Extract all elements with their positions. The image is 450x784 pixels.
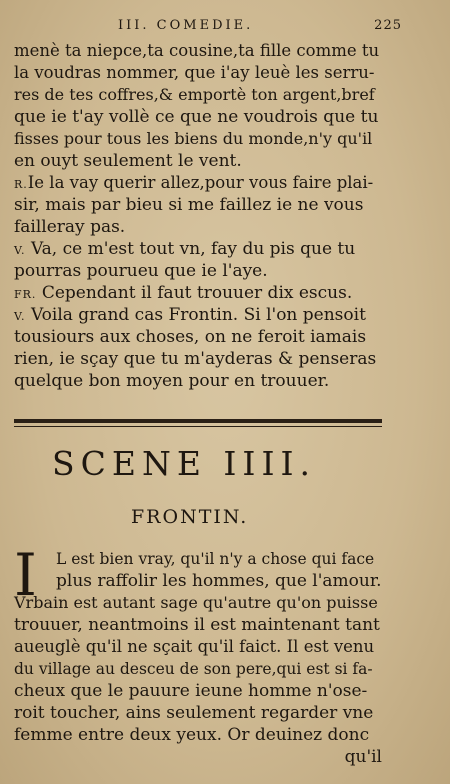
page-header bbox=[0, 18, 450, 40]
running-title: III. COMEDIE. bbox=[118, 18, 254, 33]
dialogue-block bbox=[14, 40, 382, 392]
speaker-label: V. bbox=[14, 244, 26, 257]
monologue-block bbox=[14, 541, 382, 768]
scene-heading: SCENE IIII. bbox=[52, 444, 317, 483]
text-line: failleray pas. bbox=[14, 217, 126, 237]
ornamental-rule bbox=[14, 419, 382, 433]
text-line: pourras pourueu que ie l'aye. bbox=[14, 261, 268, 281]
text-line: quelque bon moyen pour en trouuer. bbox=[14, 371, 330, 391]
text-line: rien, ie sçay que tu m'ayderas & penseras bbox=[14, 349, 377, 369]
speech-line bbox=[14, 304, 382, 326]
speech-text: Va, ce m'est tout vn, fay du pis que tu bbox=[30, 239, 356, 259]
speech-text: Voila grand cas Frontin. Si l'on pensoit bbox=[30, 305, 366, 325]
text-line: sir, mais par bieu si me faillez ie ne vous bbox=[14, 195, 364, 215]
text-line: en ouyt seulement le vent. bbox=[14, 151, 242, 171]
text-line: trouuer, neantmoins il est maintenant tant bbox=[14, 615, 380, 635]
speech-line bbox=[14, 172, 382, 194]
text-line: femme entre deux yeux. Or deuinez donc bbox=[14, 725, 370, 745]
text-line: plus raffolir les hommes, que l'amour. bbox=[56, 571, 382, 591]
speaker-label: FR. bbox=[14, 288, 37, 301]
text-line: menè ta niepce,ta cousine,ta fille comme tu bbox=[14, 41, 380, 60]
speech-text: Cependant il faut trouuer dix escus. bbox=[41, 283, 353, 303]
text-line: aueuglè qu'il ne sçait qu'il faict. Il est venu bbox=[14, 637, 375, 656]
text-line: res de tes coffres,& emportè ton argent,bref bbox=[14, 85, 375, 104]
speech-line bbox=[14, 238, 382, 260]
text-line: L est bien vray, qu'il n'y a chose qui face bbox=[56, 550, 375, 568]
rule-thin bbox=[14, 426, 382, 427]
drop-cap: I bbox=[14, 541, 37, 609]
text-line: roit toucher, ains seulement regarder vne bbox=[14, 703, 374, 723]
text-line: la voudras nommer, que i'ay leuè les serru- bbox=[14, 63, 375, 82]
text-line: Vrbain est autant sage qu'autre qu'on puisse bbox=[14, 593, 378, 612]
speech-text: Ie la vay querir allez,pour vous faire plai- bbox=[27, 173, 374, 192]
rule-thick bbox=[14, 419, 382, 423]
speaker-label: V. bbox=[14, 310, 26, 323]
speaker-label: R. bbox=[14, 178, 28, 191]
catchword: qu'il bbox=[344, 747, 382, 767]
text-line: fisses pour tous les biens du monde,n'y qu'il bbox=[14, 129, 373, 148]
text-line: du village au desceu de son pere,qui est si fa- bbox=[14, 660, 373, 678]
text-line: que ie t'ay vollè ce que ne voudrois que tu bbox=[14, 107, 379, 127]
page-number: 225 bbox=[374, 18, 402, 33]
text-line: tousiours aux choses, on ne feroit iamais bbox=[14, 327, 367, 347]
text-line: cheux que le pauure ieune homme n'ose- bbox=[14, 681, 368, 701]
speech-line bbox=[14, 282, 382, 304]
character-name: FRONTIN. bbox=[131, 506, 249, 528]
